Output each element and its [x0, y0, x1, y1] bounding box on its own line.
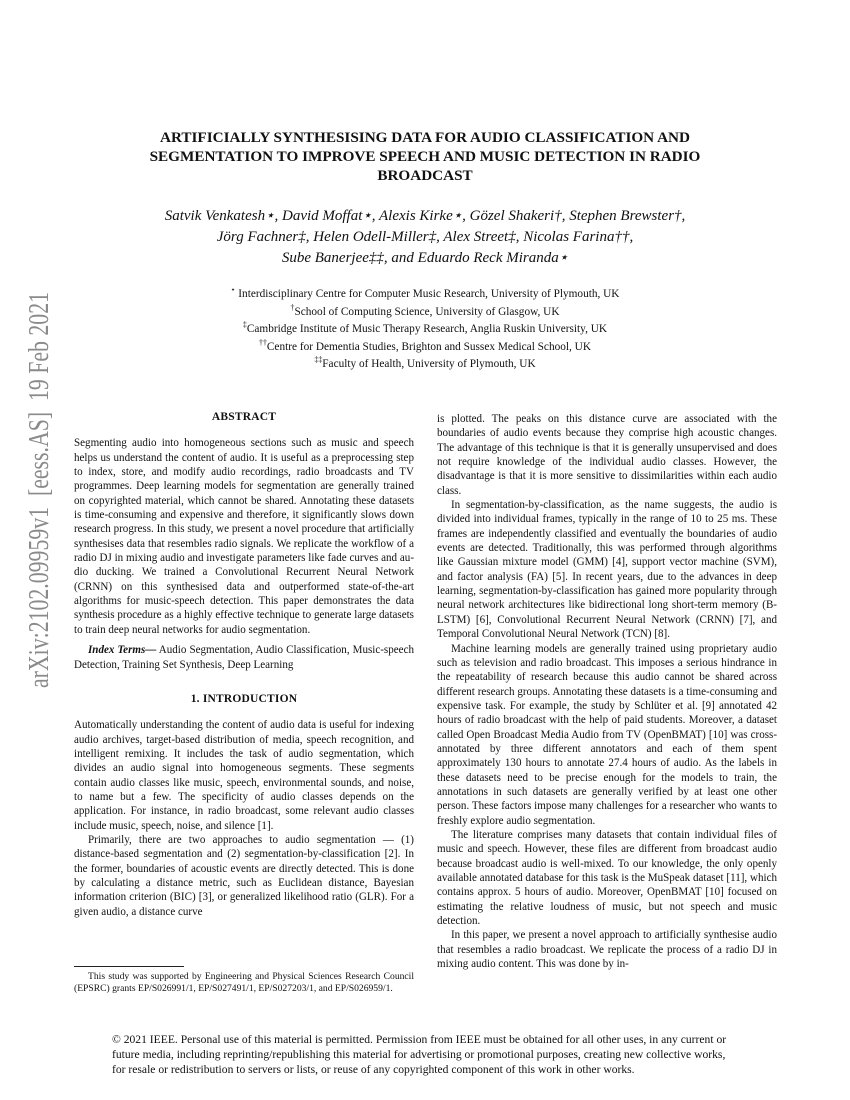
- affiliations: [110, 286, 740, 374]
- affiliation: [110, 339, 740, 357]
- introduction-heading: 1. INTRODUCTION: [190, 692, 298, 705]
- affiliation-text: Interdisciplinary Centre for Computer Music Research, University of Plymouth, UK: [235, 288, 620, 300]
- body-paragraph: In this paper, we present a novel approach to artificially synthesise audio that resembles a radio broadcast. We replicate the process of a radio DJ in mixing audio content. This was done by in-: [437, 929, 777, 971]
- affiliation-text: Cambridge Institute of Music Therapy Research, Anglia Ruskin University, UK: [246, 323, 608, 336]
- affiliation-text: Faculty of Health, University of Plymouth, UK: [322, 358, 536, 371]
- title-line: BROADCAST: [377, 167, 473, 184]
- affiliation-mark: ‡‡: [314, 355, 323, 365]
- affiliation: [110, 321, 740, 339]
- footnote-rule: [74, 966, 184, 967]
- index-terms: [74, 643, 414, 672]
- title-line: ARTIFICIALLY SYNTHESISING DATA FOR AUDIO CLASSIFICATION AND: [159, 129, 690, 146]
- affiliation: [110, 304, 740, 322]
- abstract-text: Segmenting audio into homogeneous sections such as music and speech helps us understand the content of audio. It is useful as a preprocessing step to index, store, and modify audio recordings, radio broadcasts and TV programmes. Deep learning models for segmentation are generally trained on copyrighted material, which cannot be shared. Annotating these datasets is time-consuming and expensive and therefore, it significantly slows down research progress. In this study, we present a novel procedure that artificially synthesises data that resembles radio signals. We replicate the workflow of a radio DJ in mixing audio and investigate parameters like fade curves and audio ducking. We trained a Convolutional Recurrent Neural Network (CRNN) on this synthesised data and outperformed state-of-the-art algorithms for music-speech detection. This paper demonstrates the data synthesis procedure as a highly effective technique to generate large datasets to train deep neural networks for audio segmentation.: [74, 437, 414, 636]
- affiliation-mark: ⋆: [230, 285, 236, 295]
- intro-paragraph: Primarily, there are two approaches to audio segmentation — (1) distance-based segmentation and (2) segmentation-by-classification [2]. In the former, boundaries of acoustic events are directly detected. This is done by calculating a distance metric, such as Euclidean distance, Bayesian information criterion (BIC) [3], or generalized likelihood ratio (GLR). For a given audio, a distance curve: [74, 833, 414, 918]
- arxiv-identifier: [12, 290, 60, 690]
- author-line: Sube Banerjee‡‡, and Eduardo Reck Miranda⋆: [281, 250, 569, 266]
- copyright-line: © 2021 IEEE. Personal use of this material is permitted. Permission from IEEE must be obtained for all other uses, in any current or: [112, 1033, 727, 1046]
- body-paragraph: Machine learning models are generally trained using proprietary audio such as television and radio broadcast. This imposes a serious hindrance in the repeatability of research because this audio cannot be shared across different research groups. Annotating these datasets is a time-consuming and expensive task. For example, the study by Schlüter et al. [9] annotated 42 hours of radio broadcast with the help of paid students. Moreover, a dataset called Open Broadcast Media Audio from TV (OpenBMAT) [10] was cross-annotated by three different annotators and each of them spent approximately 130 hours to annotate 27.4 hours of audio. As the labels in these datasets need to be precise enough for the models to train, the annotations in such datasets are generally verified by at least one other person. These factors impose many challenges for a researcher who wants to freshly explore audio segmentation.: [437, 642, 777, 827]
- footnote-text: This study was supported by Engineering and Physical Sciences Research Council (EPSRC) grants EP/S026991/1, EP/S027491/1, EP/S027203/1, and EP/S026959/1.: [74, 971, 414, 995]
- author-line: Jörg Fachner‡, Helen Odell-Miller‡, Alex Street‡, Nicolas Farina††,: [216, 229, 634, 245]
- abstract-heading: ABSTRACT: [211, 411, 277, 423]
- affiliation-mark: ‡: [242, 320, 247, 330]
- paper-title: [110, 128, 740, 185]
- affiliation: [110, 286, 740, 304]
- intro-paragraph: Automatically understanding the content of audio data is useful for indexing audio archives, target-based distribution of media, speech recognition, and intelligent remixing. It includes the task of audio segmentation, which divides an audio signal into homogeneous segments. These segments contain audio classes like music, speech, environmental sounds, and noise, to name but a few. The specificity of audio classes depends on the application. For instance, in radio broadcast, some relevant audio classes include music, speech, noise, and silence [1].: [74, 719, 414, 832]
- copyright-line: for resale or redistribution to servers or lists, or reuse of any copyrighted component of this work in other works.: [112, 1063, 635, 1076]
- body-paragraph: The literature comprises many datasets that contain individual files of music and speech. However, these files are different from broadcast audio because broadcast audio is well-mixed. To our knowledge, the only openly available annotated database for this task is the MuSpeak dataset [11], which contains approx. 5 hours of audio. Moreover, OpenBMAT [10] focused on estimating the relative loudness of music, but not speech and music detection.: [437, 828, 777, 928]
- index-terms-text: Audio Segmentation, Audio Classification, Music-speech Detection, Training Set Synthesis, Deep Learning: [74, 644, 414, 671]
- copyright-line: future media, including reprinting/republishing this material for advertising or promotional purposes, creating new collective works,: [112, 1048, 726, 1061]
- index-terms-label: Index Terms—: [88, 644, 157, 657]
- author-line: Satvik Venkatesh⋆, David Moffat⋆, Alexis Kirke⋆, Gözel Shakeri†, Stephen Brewster†,: [164, 208, 686, 224]
- affiliation-mark: ††: [258, 338, 267, 348]
- arxiv-identifier-text: arXiv:2102.09959v1 [eess.AS] 19 Feb 2021: [24, 290, 55, 688]
- funding-footnote: [74, 966, 414, 995]
- affiliation-mark: †: [290, 302, 295, 312]
- arxiv-identifier-svg: [12, 290, 60, 690]
- body-paragraph: is plotted. The peaks on this distance curve are associated with the boundaries of audio events because they comprise high acoustic changes. The advantage of this technique is that it is generally unsupervised and does not require knowledge of the individual audio classes. However, the disadvantage is that it is more sensitive to dissimilarities within each audio class.: [437, 413, 777, 497]
- affiliation-text: School of Computing Science, University of Glasgow, UK: [294, 305, 560, 318]
- affiliation: [110, 356, 740, 374]
- author-list: [110, 206, 740, 269]
- affiliation-text: Centre for Dementia Studies, Brighton and Sussex Medical School, UK: [266, 340, 591, 353]
- copyright-notice: [112, 1032, 772, 1077]
- left-column: [74, 410, 414, 919]
- title-line: SEGMENTATION TO IMPROVE SPEECH AND MUSIC DETECTION IN RADIO: [149, 148, 701, 165]
- right-column: [437, 412, 777, 971]
- body-paragraph: In segmentation-by-classification, as the name suggests, the audio is divided into individual frames, typically in the range of 10 to 25 ms. These frames are independently classified and eventually the boundaries of audio events are detected. Traditionally, this was performed through algorithms like Gaussian mixture model (GMM) [4], support vector machine (SVM), and factor analysis (FA) [5]. In recent years, due to the advances in deep learning, segmentation-by-classification has gained more popularity through neural network architectures like bidirectional long short-term memory (B-LSTM) [6], Convolutional Recurrent Neural Network (CRNN) [7], and Temporal Convolutional Neural Network (TCN) [8].: [437, 499, 777, 641]
